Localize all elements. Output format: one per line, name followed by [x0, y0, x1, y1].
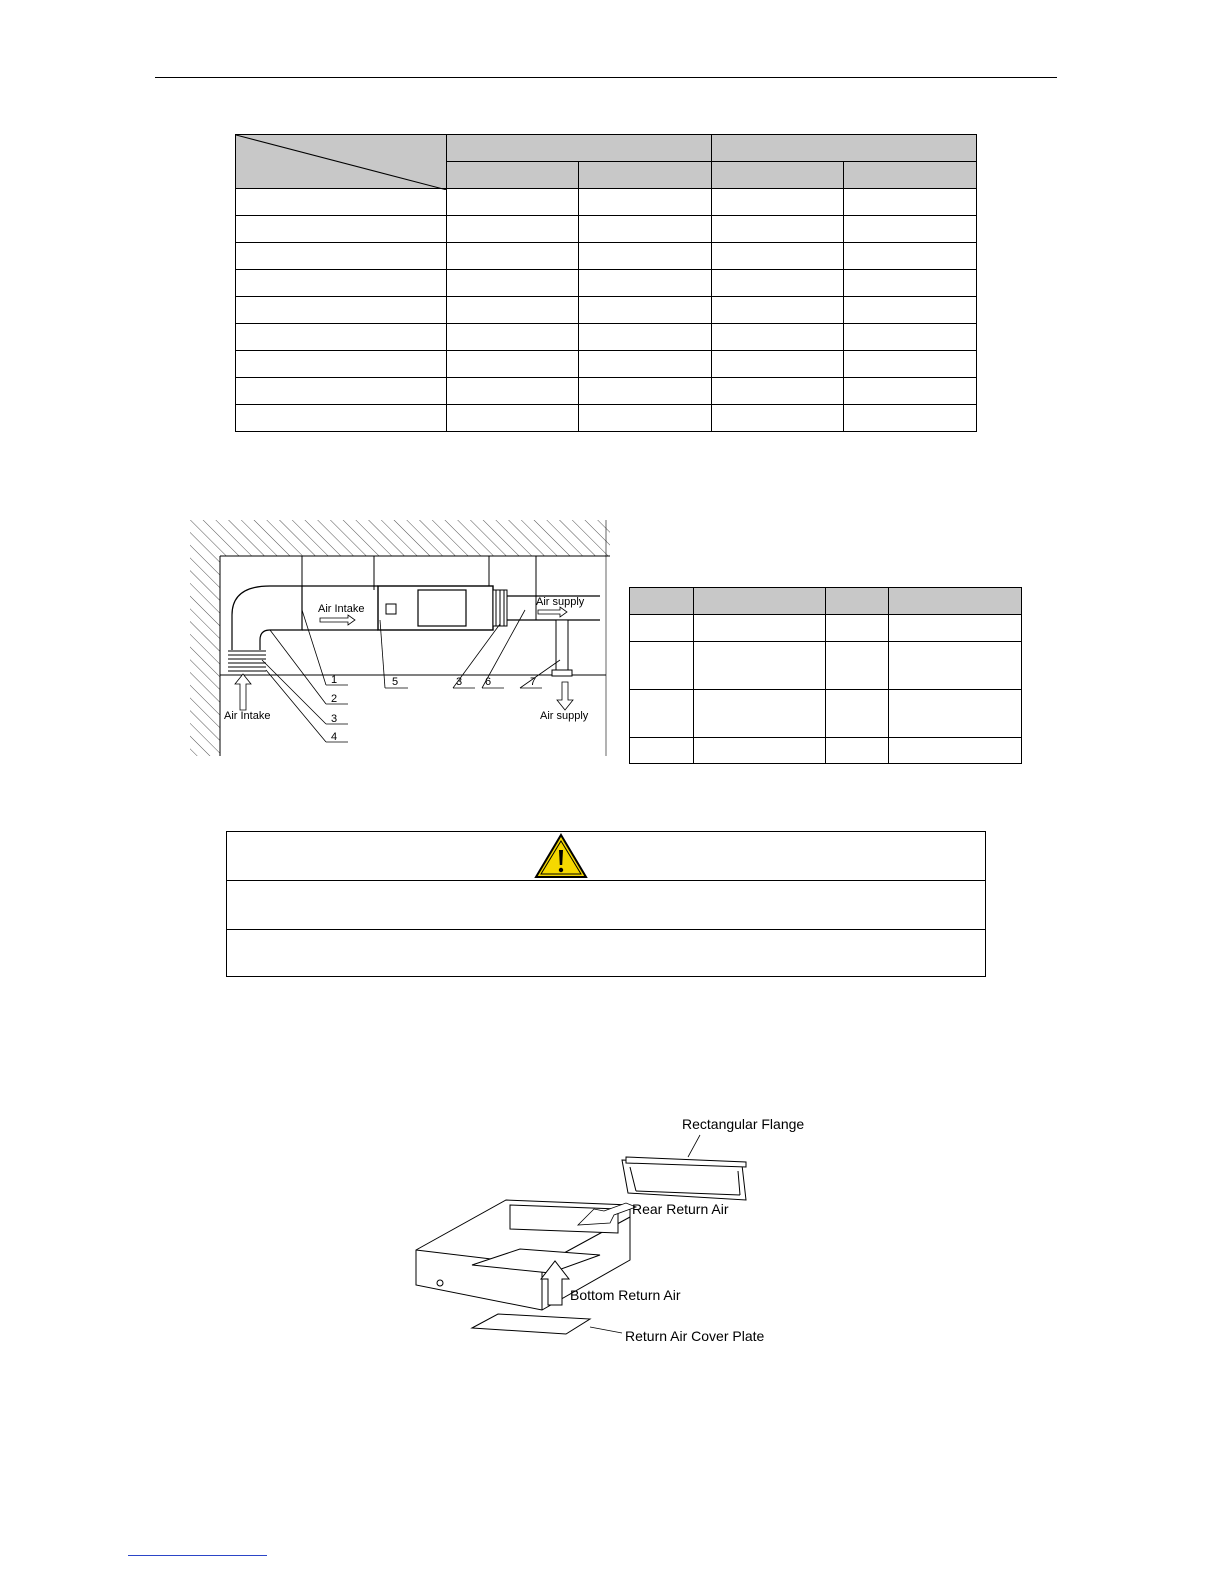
table-row	[236, 405, 977, 432]
table-row	[236, 351, 977, 378]
canvas-joint	[493, 590, 507, 626]
parts-header-row	[630, 588, 1022, 615]
return-air-diagram	[400, 1105, 820, 1350]
table-row	[236, 243, 977, 270]
table-row	[630, 642, 1022, 690]
table-row	[630, 738, 1022, 764]
air-supply-arrow-icon	[557, 682, 573, 710]
rectangular-flange-label: Rectangular Flange	[682, 1116, 805, 1132]
footer-link-underline[interactable]	[128, 1555, 267, 1556]
table-row	[236, 324, 977, 351]
callout-label: 6	[485, 676, 492, 688]
spec-group-header-1	[447, 135, 712, 162]
rear-return-air-label: Rear Return Air	[632, 1201, 729, 1217]
spec-subheader	[447, 162, 579, 189]
callout-label: 4	[331, 731, 338, 743]
callout-label: 5	[392, 676, 399, 688]
callout-label: 7	[530, 676, 537, 688]
spec-corner-cell	[236, 135, 447, 189]
spec-subheader	[579, 162, 712, 189]
table-row	[236, 189, 977, 216]
air-supply-duct-label: Air supply	[536, 596, 585, 608]
air-intake-arrow-icon	[235, 674, 251, 710]
bottom-return-air-label: Bottom Return Air	[570, 1287, 681, 1303]
table-row	[630, 615, 1022, 642]
warning-triangle-icon	[533, 832, 589, 880]
ceiling-hatch	[190, 520, 610, 556]
return-air-cover-plate	[472, 1314, 590, 1334]
installation-diagram	[190, 520, 610, 756]
caution-box	[226, 831, 986, 977]
table-row	[236, 270, 977, 297]
flexible-duct	[228, 651, 266, 671]
spec-subheader	[844, 162, 977, 189]
header-rule	[155, 77, 1057, 78]
spec-subheader	[712, 162, 844, 189]
spec-header-row-1	[236, 135, 977, 162]
table-row	[236, 378, 977, 405]
air-intake-bottom-label: Air Intake	[224, 710, 271, 722]
caution-row	[227, 930, 985, 978]
spec-group-header-2	[712, 135, 977, 162]
parts-table	[629, 587, 1022, 764]
spec-table	[235, 134, 977, 432]
callout-label: 3	[331, 713, 338, 725]
callout-label: 1	[331, 674, 338, 686]
callout-label: 3	[456, 676, 463, 688]
diagonal-divider	[236, 135, 447, 190]
caution-row	[227, 881, 985, 930]
callout-label: 2	[331, 693, 338, 705]
air-supply-bottom-label: Air supply	[540, 710, 589, 722]
elbow-duct	[232, 586, 302, 650]
air-intake-duct-label: Air Intake	[318, 603, 365, 615]
table-row	[236, 297, 977, 324]
rectangular-flange	[622, 1157, 746, 1200]
caution-header	[227, 832, 985, 881]
return-air-cover-plate-label: Return Air Cover Plate	[625, 1328, 765, 1344]
wall-hatch	[190, 556, 220, 756]
table-row	[236, 216, 977, 243]
table-row	[630, 690, 1022, 738]
